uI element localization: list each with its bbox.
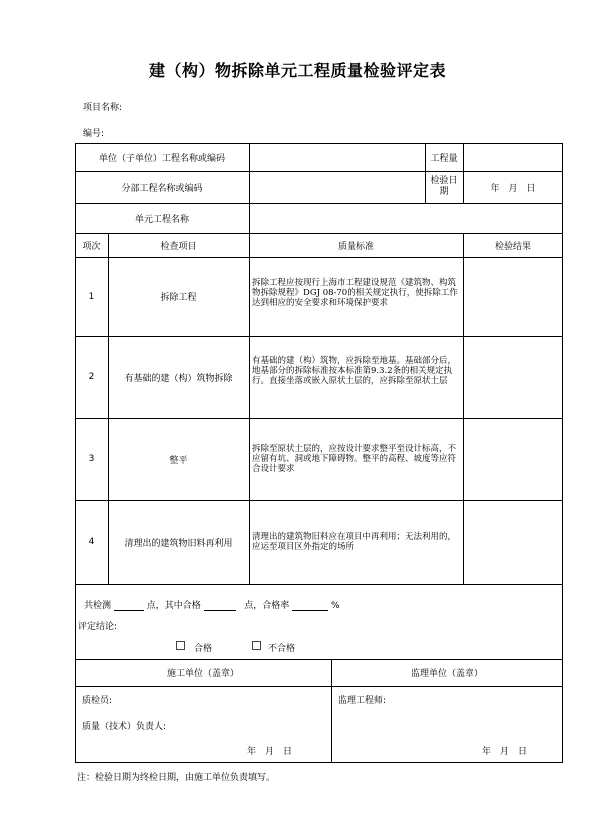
sub-project-field[interactable] — [249, 171, 425, 203]
row-4-no: 4 — [88, 537, 95, 547]
row-2-item: 有基础的建（构）筑物拆除 — [124, 373, 233, 384]
row-2-standard: 有基础的建（构）筑物，应拆除至地基。基础部分后，地基部分的拆除标准按本标准第9.3.2条的相关规定执行。直接坐落或嵌入原状土层的，应拆除至原状土层 — [252, 356, 457, 386]
col-standard: 质量标准 — [337, 241, 374, 252]
supervision-date: 年 月 日 — [482, 747, 528, 757]
row-4-item: 清理出的建筑物旧料再利用 — [124, 538, 233, 549]
pass-count-field[interactable] — [204, 600, 236, 611]
row-1-result[interactable] — [463, 257, 563, 336]
row-2-no: 2 — [88, 372, 95, 382]
col-item: 检查项目 — [160, 241, 197, 252]
supervisor-label: 监理工程师: — [338, 696, 387, 706]
row-1-standard: 拆除工程应按现行上海市工程建设规范《建筑物、构筑物拆除规程》DGJ 08-70的相关规定执行，使拆除工作达到相应的安全要求和环境保护要求 — [252, 278, 458, 308]
row-3-standard: 拆除至原状土层的，应按设计要求整平至设计标高，不应留有坑、洞或地下障碍物。整平的高程、坡度等应符合设计要求 — [252, 444, 457, 474]
total-count-field[interactable] — [114, 600, 144, 611]
pass-rate-field[interactable] — [292, 600, 328, 611]
fail-label: 不合格 — [268, 644, 296, 654]
inspector-label: 质检员: — [82, 696, 113, 706]
row-3-result[interactable] — [463, 418, 563, 500]
row-3-no: 3 — [88, 454, 95, 464]
pass-label: 合格 — [194, 644, 213, 654]
inspection-date-label: 检验日 期 — [430, 176, 458, 197]
footnote: 注：检验日期为终检日期，由施工单位负责填写。 — [77, 773, 276, 783]
col-result: 检验结果 — [494, 241, 531, 252]
construction-date: 年 月 日 — [247, 747, 293, 757]
row-1-item: 拆除工程 — [160, 293, 197, 303]
row-2-result[interactable] — [463, 336, 563, 418]
row-3-item: 整平 — [169, 455, 188, 466]
unit-project-field[interactable] — [249, 143, 425, 171]
summary-line: 共检测 点，其中合格 点，合格率 % — [84, 601, 340, 611]
quantity-label: 工程量 — [430, 153, 458, 164]
inspection-date-value[interactable]: 年 月 日 — [490, 183, 536, 194]
fail-checkbox[interactable] — [252, 641, 261, 650]
row-4-result[interactable] — [463, 500, 563, 584]
unit-project-label: 单位（子单位）工程名称或编码 — [98, 153, 225, 164]
element-name-field[interactable] — [249, 203, 563, 233]
row-4-standard: 清理出的建筑物旧料应在项目中再利用；无法利用的，应运至项目区外指定的场所 — [252, 532, 457, 552]
tech-lead-label: 质量（技术）负责人: — [82, 722, 167, 732]
quantity-field[interactable] — [463, 143, 563, 171]
serial-label: 编号: — [83, 129, 105, 139]
page-title: 建（构）物拆除单元工程质量检验评定表 — [148, 61, 446, 80]
supervision-unit-header: 监理单位（盖章） — [410, 669, 483, 679]
sub-project-label: 分部工程名称或编码 — [121, 183, 203, 194]
col-seq: 项次 — [82, 241, 101, 252]
pass-checkbox[interactable] — [176, 641, 185, 650]
evaluation-label: 评定结论: — [78, 622, 118, 632]
construction-unit-header: 施工单位（盖章） — [166, 669, 239, 679]
element-name-label: 单元工程名称 — [134, 214, 189, 225]
row-1-no: 1 — [88, 291, 95, 302]
project-name-label: 项目名称: — [83, 103, 123, 113]
